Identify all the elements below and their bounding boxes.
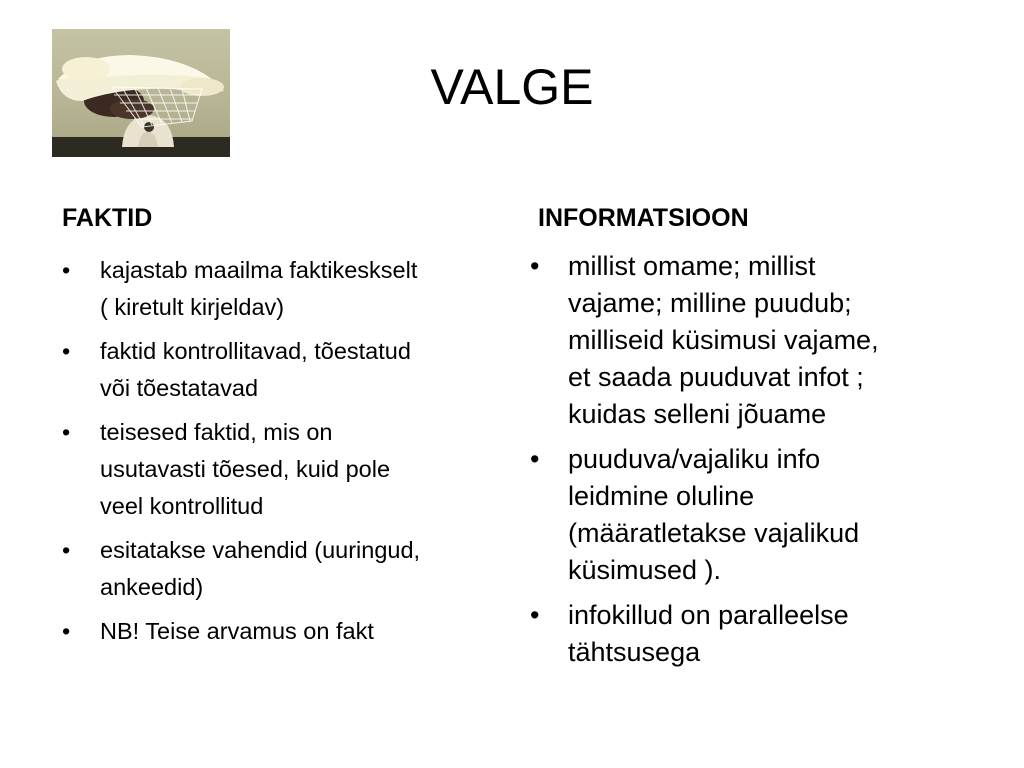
bullet-icon: • — [62, 257, 71, 283]
list-item — [530, 597, 970, 671]
bullet-icon: • — [62, 419, 71, 445]
list-item — [62, 613, 502, 650]
list-item-text: kajastab maailma faktikeskselt ( kiretult kirjeldav) — [100, 257, 418, 320]
list-item — [62, 532, 502, 606]
bullet-icon: • — [62, 338, 71, 364]
list-item — [530, 248, 970, 433]
bullet-icon: • — [530, 444, 540, 474]
informatsioon-heading: INFORMATSIOON — [538, 204, 749, 232]
list-item-text: teisesed faktid, mis on usutavasti tõesed, kuid pole veel kontrollitud — [100, 419, 391, 519]
list-item-text: infokillud on paralleelse tähtsusega — [568, 600, 849, 667]
list-item-text: NB! Teise arvamus on fakt — [100, 618, 374, 644]
bullet-icon: • — [530, 600, 540, 630]
list-item — [62, 252, 502, 326]
list-item — [62, 333, 502, 407]
list-item-text: faktid kontrollitavad, tõestatud või tõestatavad — [100, 338, 411, 401]
bullet-icon: • — [62, 618, 71, 644]
list-item-text: puuduva/vajaliku info leidmine oluline (määratletakse vajalikud küsimused ). — [568, 444, 860, 585]
list-item — [62, 414, 502, 525]
bullet-icon: • — [62, 537, 71, 563]
slide-title: VALGE — [430, 59, 594, 115]
faktid-list — [62, 252, 502, 657]
list-item — [530, 441, 970, 589]
faktid-heading: FAKTID — [62, 204, 153, 232]
bullet-icon: • — [530, 251, 540, 281]
list-item-text: millist omame; millist vajame; milline puudub; milliseid küsimusi vajame, et saada puuduvat infot ; kuidas selleni jõuame — [568, 251, 879, 429]
list-item-text: esitatakse vahendid (uuringud, ankeedid) — [100, 537, 421, 600]
informatsioon-list — [530, 248, 970, 679]
